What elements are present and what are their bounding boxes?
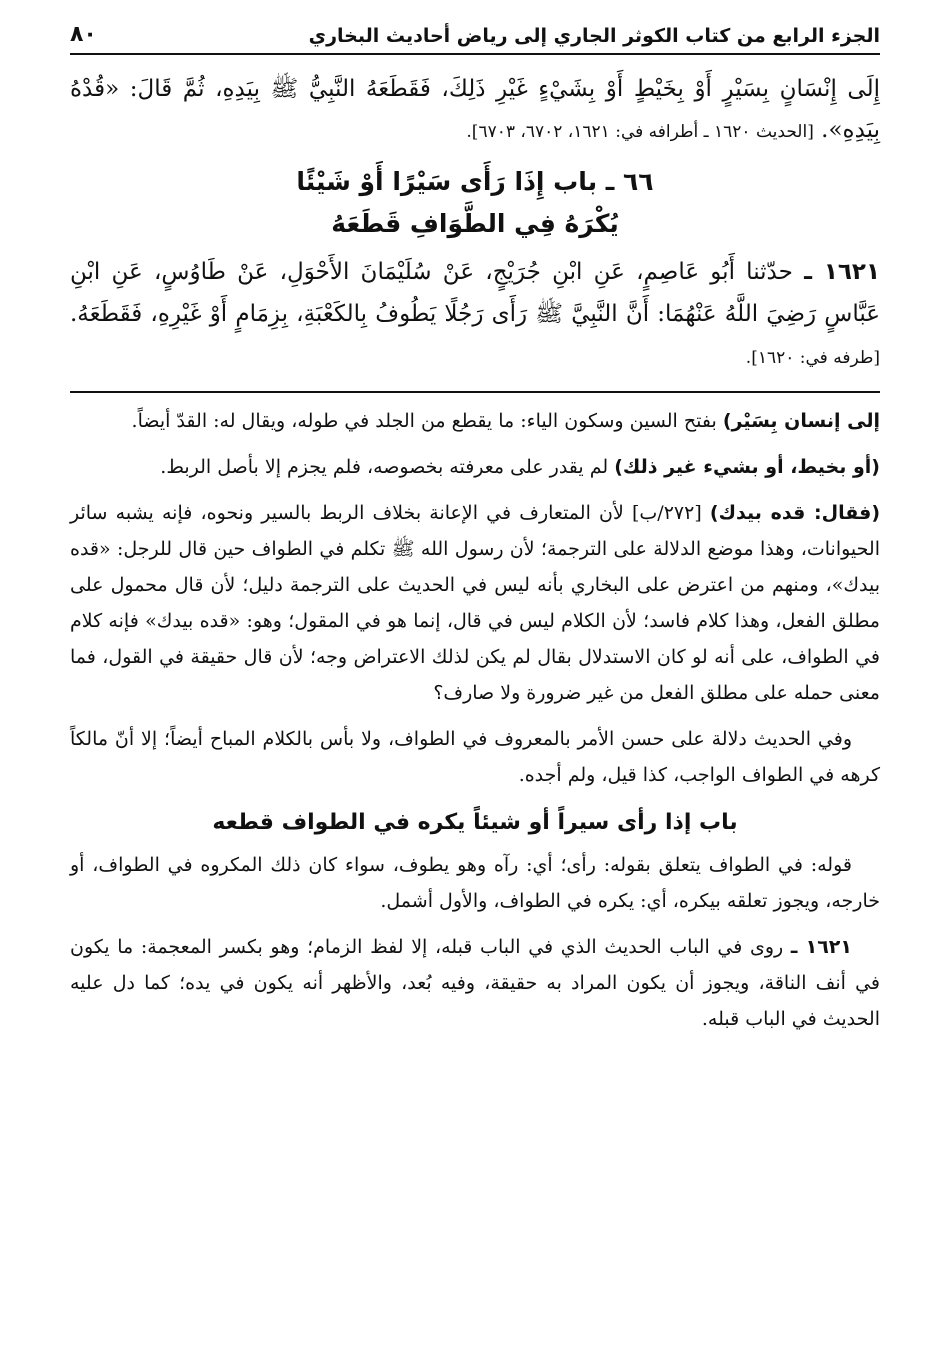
- commentary-paragraph: [70, 847, 880, 919]
- commentary-text: روى في الباب الحديث الذي في الباب قبله، إلا لفظ الزمام؛ وهو بكسر المعجمة: ما يكون في أنف الناقة، ويجوز أن يكون المراد به حقيقة، وفيه بُعد، والأظهر أنه يكون في يده؛ كما دل عليه الحديث في الباب قبله.: [70, 936, 880, 1030]
- commentary-lead: إلى إنسان بِسَيْر): [722, 410, 880, 432]
- hadith-number: ١٦٢١ ـ: [804, 259, 881, 285]
- commentary-text: بفتح السين وسكون الياء: ما يقطع من الجلد في طوله، ويقال له: القدّ أيضاً.: [131, 410, 723, 432]
- book-page: [70, 22, 880, 1047]
- commentary-lead: (فقال: قده بيدك): [709, 502, 881, 524]
- hadith-text: حدّثنا أَبُو عَاصِمٍ، عَنِ ابْنِ جُرَيْجٍ، عَنْ سُلَيْمَانَ الأَحْوَلِ، عَنْ طَاوُسٍ، عَنِ ابْنِ عَبَّاسٍ رَضِيَ اللَّهُ عَنْهُمَا: أَنَّ النَّبِيَّ ﷺ رَأَى رَجُلًا يَطُوفُ بِالكَعْبَةِ، بِزِمَامٍ أَوْ غَيْرِهِ، فَقَطَعَهُ.: [70, 259, 880, 327]
- commentary-paragraph: [70, 721, 880, 793]
- commentary-paragraph: [70, 929, 880, 1037]
- chapter-title-line-1: ٦٦ ـ باب إِذَا رَأَى سَيْرًا أَوْ شَيْئًا: [296, 167, 654, 196]
- hadith-number: ١٦٢١ ـ: [790, 936, 852, 958]
- commentary-lead: (أو بخيط، أو بشيء غير ذلك): [614, 456, 880, 478]
- hadith-1620-end: [70, 69, 880, 153]
- hadith-reference: [طرفه في: ١٦٢٠].: [745, 348, 880, 368]
- commentary-text: وفي الحديث دلالة على حسن الأمر بالمعروف في الطواف، ولا بأس بالكلام المباح أيضاً؛ إلا أنّ مالكاً كرهه في الطواف الواجب، كذا قيل، ولم أجده.: [70, 728, 880, 786]
- chapter-title-line-2: يُكْرَهُ فِي الطَّوَافِ قَطَعَهُ: [331, 209, 619, 238]
- commentary-text: لم يقدر على معرفته بخصوصه، فلم يجزم إلا بأصل الربط.: [160, 456, 615, 478]
- text-divider: [70, 391, 880, 393]
- commentary-paragraph: [70, 449, 880, 485]
- chapter-heading: [70, 161, 880, 245]
- hadith-reference: [الحديث ١٦٢٠ ـ أطرافه في: ١٦٢١، ٦٧٠٢، ٦٧٠٣].: [466, 122, 814, 142]
- commentary-text: [٢٧٢/ب] لأن المتعارف في الإعانة بخلاف الربط بالسير ونحوه، فإنه يشبه سائر الحيوانات، وهذا موضع الدلالة على الترجمة؛ لأن رسول الله ﷺ تكلم في الطواف حين قال للرجل: «قده بيدك»، ومنهم من اعترض على البخاري بأنه ليس في الحديث على الترجمة دليل؛ لأن قال محمول على مطلق الفعل، وهذا كلام فاسد؛ لأن الكلام ليس في قال، إنما هو في المقول؛ وهو: «قده بيدك» فإنه كلام في الطواف، على أنه لو كان الاستدلال بقال لم يكن لذلك الاعتراض وجه؛ لأن قال حقيقة في القول، فما معنى حمله على مطلق الفعل من غير ضرورة ولا صارف؟: [70, 502, 880, 704]
- commentary-paragraph: [70, 495, 880, 711]
- page-number: ٨٠: [70, 22, 97, 47]
- commentary-text: قوله: في الطواف يتعلق بقوله: رأى؛ أي: رآه وهو يطوف، سواء كان ذلك المكروه في الطواف، أو خارجه، ويجوز تعلقه بيكره، أي: يكره في الطواف، والأول أشمل.: [70, 854, 880, 912]
- commentary-paragraph: [70, 403, 880, 439]
- running-title: الجزء الرابع من كتاب الكوثر الجاري إلى رياض أحاديث البخاري: [308, 25, 880, 47]
- page-header: [70, 22, 880, 55]
- hadith-1621: [70, 251, 880, 379]
- hadith-text: إِلَى إِنْسَانٍ بِسَيْرٍ أَوْ بِخَيْطٍ أَوْ بِشَيْءٍ غَيْرِ ذَلِكَ، فَقَطَعَهُ النَّبِيُّ ﷺ بِيَدِهِ، ثُمَّ قَالَ: «قُدْهُ بِيَدِهِ».: [70, 76, 880, 143]
- commentary-subheading: باب إذا رأى سيراً أو شيئاً يكره في الطواف قطعه: [212, 810, 738, 835]
